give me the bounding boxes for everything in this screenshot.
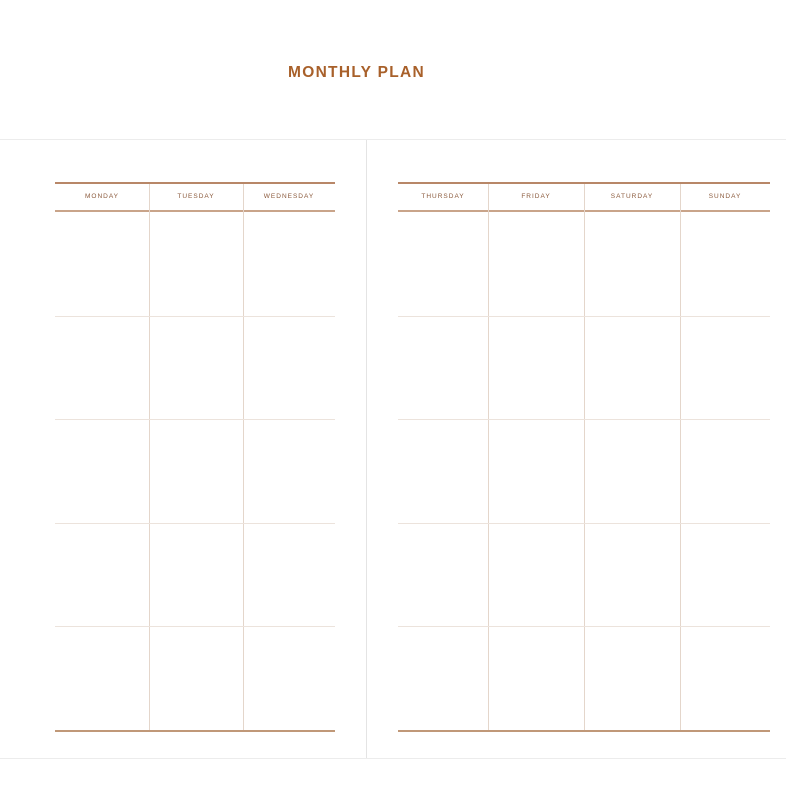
right-page-calendar-grid xyxy=(398,182,770,732)
left-page-calendar-grid xyxy=(55,182,335,732)
week-row-divider xyxy=(55,419,335,420)
weekday-label-thursday: THURSDAY xyxy=(421,193,465,200)
weekday-label-sunday: SUNDAY xyxy=(708,193,742,200)
weekday-label-tuesday: TUESDAY xyxy=(177,193,215,200)
week-row-divider xyxy=(398,419,770,420)
weekday-label-wednesday: WEDNESDAY xyxy=(263,193,315,200)
planner-spread xyxy=(0,139,786,759)
page-title: MONTHLY PLAN xyxy=(288,64,426,81)
column-divider xyxy=(243,184,244,730)
week-row-divider xyxy=(55,316,335,317)
week-row-divider xyxy=(398,626,770,627)
weekday-header-row xyxy=(55,184,335,212)
weekday-label-monday: MONDAY xyxy=(84,193,120,200)
week-row-divider xyxy=(55,626,335,627)
week-row-divider xyxy=(398,523,770,524)
column-divider xyxy=(149,184,150,730)
weekday-label-saturday: SATURDAY xyxy=(610,193,654,200)
column-divider xyxy=(680,184,681,730)
week-row-divider xyxy=(55,523,335,524)
week-row-divider xyxy=(398,316,770,317)
column-divider xyxy=(488,184,489,730)
page-gutter xyxy=(366,140,367,758)
column-divider xyxy=(584,184,585,730)
weekday-label-friday: FRIDAY xyxy=(521,193,551,200)
